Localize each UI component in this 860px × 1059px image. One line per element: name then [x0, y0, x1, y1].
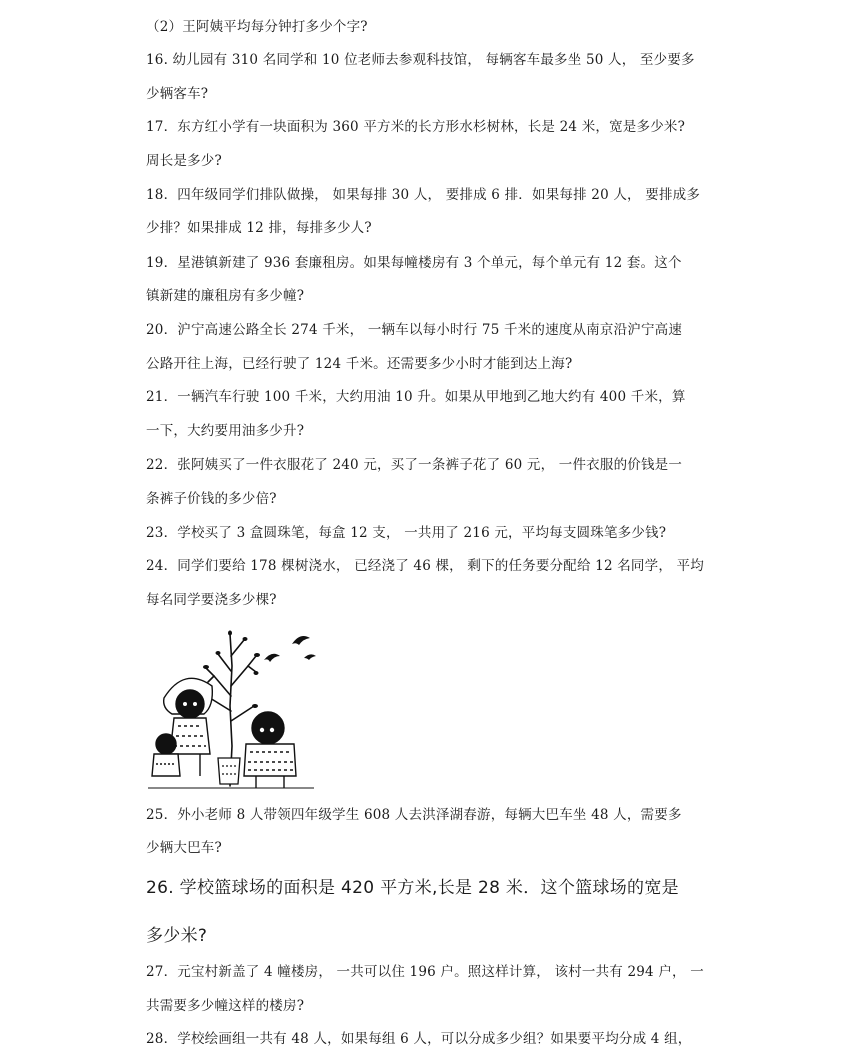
problem-25-line-2: 少辆大巴车? — [146, 840, 222, 856]
problem-24-line-2: 每名同学要浇多少棵? — [146, 592, 277, 608]
problem-20-line-2: 公路开往上海，已经行驶了 124 千米。还需要多少小时才能到达上海? — [146, 356, 573, 372]
problem-15-part-2: （2）王阿姨平均每分钟打多少个字? — [146, 19, 368, 35]
problem-24-line-1: 24．同学们要给 178 棵树浇水， 已经浇了 46 棵， 剩下的任务要分配给 12 名同学， 平均 — [146, 558, 704, 574]
problem-19-line-2: 镇新建的廉租房有多少幢? — [146, 288, 305, 304]
problem-16-line-1: 16. 幼儿园有 310 名同学和 10 位老师去参观科技馆， 每辆客车最多坐 50 人， 至少要多 — [146, 52, 695, 68]
problem-20-line-1: 20．沪宁高速公路全长 274 千米， 一辆车以每小时行 75 千米的速度从南京沿沪宁高速 — [146, 322, 683, 338]
problem-28-line-1: 28．学校绘画组一共有 48 人，如果每组 6 人，可以分成多少组？如果要平均分成 4 组， — [146, 1031, 692, 1047]
problem-21-line-1: 21．一辆汽车行驶 100 千米，大约用油 10 升。如果从甲地到乙地大约有 400 千米，算 — [146, 389, 686, 405]
problem-27-line-1: 27．元宝村新盖了 4 幢楼房， 一共可以住 196 户。照这样计算， 该村一共有 294 户， 一 — [146, 964, 704, 980]
problem-23: 23．学校买了 3 盒圆珠笔，每盒 12 支， 一共用了 216 元，平均每支圆珠笔多少钱? — [146, 525, 667, 541]
problem-22-line-1: 22．张阿姨买了一件衣服花了 240 元，买了一条裤子花了 60 元， 一件衣服的价钱是一 — [146, 457, 683, 473]
problem-26-line-2: 多少米? — [146, 926, 208, 946]
problem-19-line-1: 19．星港镇新建了 936 套廉租房。如果每幢楼房有 3 个单元，每个单元有 12 套。这个 — [146, 255, 682, 271]
problem-21-line-2: 一下，大约要用油多少升? — [146, 423, 305, 439]
problem-17-line-1: 17．东方红小学有一块面积为 360 平方米的长方形水杉树林，长是 24 米，宽是多少米? — [146, 119, 686, 135]
problem-18-line-1: 18．四年级同学们排队做操， 如果每排 30 人， 要排成 6 排．如果每排 20 人， 要排成多 — [146, 187, 701, 203]
problem-18-line-2: 少排？如果排成 12 排，每排多少人? — [146, 220, 372, 236]
problem-25-line-1: 25．外小老师 8 人带领四年级学生 608 人去洪泽湖春游，每辆大巴车坐 48 人，需要多 — [146, 807, 682, 823]
problem-16-line-2: 少辆客车? — [146, 86, 209, 102]
problem-26-line-1: 26. 学校篮球场的面积是 420 平方米,长是 28 米．这个篮球场的宽是 — [146, 878, 679, 898]
problem-22-line-2: 条裤子价钱的多少倍? — [146, 491, 277, 507]
problem-17-line-2: 周长是多少? — [146, 153, 222, 169]
problem-27-line-2: 共需要多少幢这样的楼房? — [146, 998, 305, 1014]
tree-watering-illustration — [144, 626, 324, 792]
